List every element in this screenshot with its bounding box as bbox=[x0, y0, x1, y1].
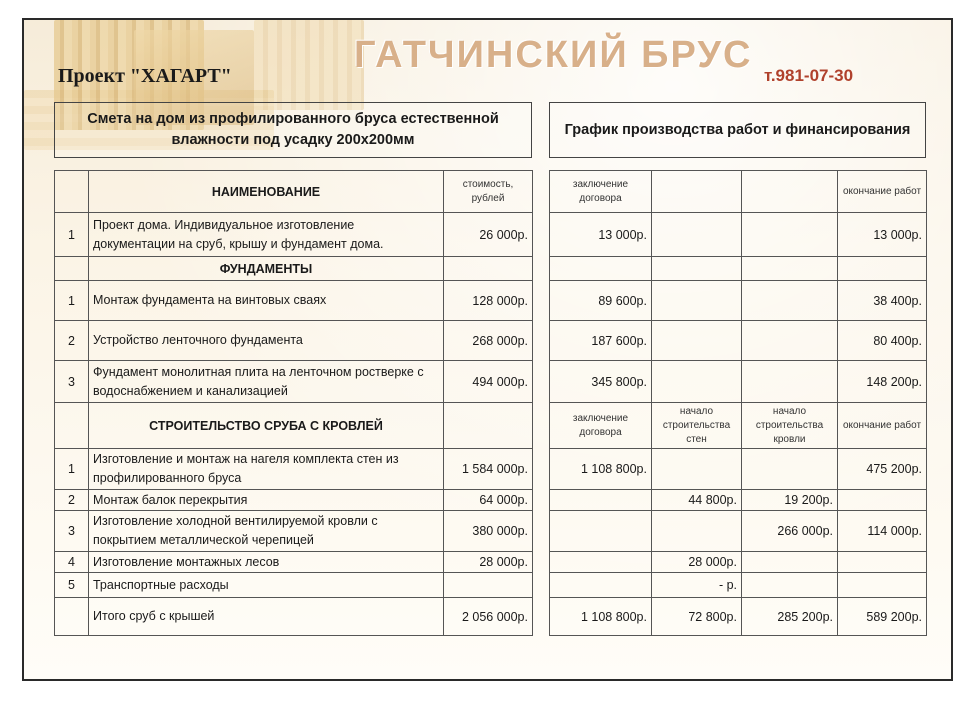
schedule-title: График производства работ и финансирования bbox=[549, 102, 926, 158]
walls-start-header: начало строительства стен bbox=[652, 403, 742, 449]
schedule-table bbox=[549, 170, 927, 636]
row-number: 4 bbox=[55, 552, 89, 573]
item-name: Изготовление монтажных лесов bbox=[89, 552, 444, 573]
completion-payment: 13 000р. bbox=[838, 213, 927, 257]
contract-payment: 89 600р. bbox=[550, 281, 652, 321]
contract-payment: 345 800р. bbox=[550, 361, 652, 403]
completion-payment: 114 000р. bbox=[838, 511, 927, 552]
row-number: 2 bbox=[55, 321, 89, 361]
estimate-row bbox=[55, 511, 533, 552]
contract-payment: 13 000р. bbox=[550, 213, 652, 257]
schedule-row bbox=[550, 213, 927, 257]
walls-start-payment: - р. bbox=[652, 573, 742, 598]
walls-start-payment: 28 000р. bbox=[652, 552, 742, 573]
item-name: Проект дома. Индивидуальное изготовление документации на сруб, крышу и фундамент дома. bbox=[89, 213, 444, 257]
walls-start-payment: 72 800р. bbox=[652, 598, 742, 636]
row-number: 1 bbox=[55, 213, 89, 257]
item-cost bbox=[444, 403, 533, 449]
name-header: НАИМЕНОВАНИЕ bbox=[89, 171, 444, 213]
item-cost: 494 000р. bbox=[444, 361, 533, 403]
item-name: Итого сруб с крышей bbox=[89, 598, 444, 636]
schedule-row bbox=[550, 490, 927, 511]
contract-header: заключение договора bbox=[550, 403, 652, 449]
row-number: 2 bbox=[55, 490, 89, 511]
roof-start-payment: 266 000р. bbox=[742, 511, 838, 552]
completion-payment bbox=[838, 490, 927, 511]
schedule-row bbox=[550, 361, 927, 403]
completion-payment: 148 200р. bbox=[838, 361, 927, 403]
estimate-row bbox=[55, 321, 533, 361]
schedule-header-row bbox=[550, 171, 927, 213]
estimate-row bbox=[55, 449, 533, 490]
estimate-row bbox=[55, 490, 533, 511]
estimate-row bbox=[55, 213, 533, 257]
roof-start-payment bbox=[742, 213, 838, 257]
completion-payment bbox=[838, 257, 927, 281]
row-number bbox=[55, 598, 89, 636]
walls-start-payment bbox=[652, 321, 742, 361]
item-name: Монтаж фундамента на винтовых сваях bbox=[89, 281, 444, 321]
completion-payment: 475 200р. bbox=[838, 449, 927, 490]
section-row bbox=[55, 403, 533, 449]
roof-start-header bbox=[742, 171, 838, 213]
item-cost: 2 056 000р. bbox=[444, 598, 533, 636]
item-cost: 380 000р. bbox=[444, 511, 533, 552]
brand-logo-text: ГАТЧИНСКИЙ БРУС bbox=[354, 34, 753, 76]
item-cost: 128 000р. bbox=[444, 281, 533, 321]
roof-start-payment bbox=[742, 281, 838, 321]
item-cost bbox=[444, 573, 533, 598]
section-title: СТРОИТЕЛЬСТВО СРУБА С КРОВЛЕЙ bbox=[89, 403, 444, 449]
section-row bbox=[55, 257, 533, 281]
estimate-title: Смета на дом из профилированного бруса естественной влажности под усадку 200х200мм bbox=[54, 102, 532, 158]
estimate-sheet bbox=[22, 18, 953, 681]
contract-header: заключение договора bbox=[550, 171, 652, 213]
estimate-row bbox=[55, 281, 533, 321]
completion-payment: 38 400р. bbox=[838, 281, 927, 321]
schedule-row bbox=[550, 321, 927, 361]
completion-payment bbox=[838, 573, 927, 598]
walls-start-payment: 44 800р. bbox=[652, 490, 742, 511]
row-number: 1 bbox=[55, 281, 89, 321]
row-number: 3 bbox=[55, 511, 89, 552]
completion-payment: 80 400р. bbox=[838, 321, 927, 361]
estimate-row bbox=[55, 598, 533, 636]
completion-payment bbox=[838, 552, 927, 573]
item-cost: 268 000р. bbox=[444, 321, 533, 361]
contract-payment: 1 108 800р. bbox=[550, 449, 652, 490]
walls-start-payment bbox=[652, 213, 742, 257]
contract-payment bbox=[550, 257, 652, 281]
item-cost bbox=[444, 257, 533, 281]
item-cost: 1 584 000р. bbox=[444, 449, 533, 490]
walls-start-payment bbox=[652, 361, 742, 403]
schedule-row bbox=[550, 511, 927, 552]
item-cost: 28 000р. bbox=[444, 552, 533, 573]
row-number: 5 bbox=[55, 573, 89, 598]
item-name: Фундамент монолитная плита на ленточном ростверке с водоснабжением и канализацией bbox=[89, 361, 444, 403]
item-name: Монтаж балок перекрытия bbox=[89, 490, 444, 511]
contract-payment bbox=[550, 490, 652, 511]
contract-payment bbox=[550, 552, 652, 573]
completion-payment: 589 200р. bbox=[838, 598, 927, 636]
walls-start-header bbox=[652, 171, 742, 213]
schedule-row bbox=[550, 449, 927, 490]
phone-number: т.981-07-30 bbox=[764, 66, 854, 85]
section-title: ФУНДАМЕНТЫ bbox=[89, 257, 444, 281]
project-title: Проект "ХАГАРТ" bbox=[58, 65, 232, 87]
schedule-row bbox=[550, 403, 927, 449]
contract-payment bbox=[550, 511, 652, 552]
number-header bbox=[55, 171, 89, 213]
cost-header: стоимость, рублей bbox=[444, 171, 533, 213]
roof-start-payment bbox=[742, 257, 838, 281]
contract-payment: 187 600р. bbox=[550, 321, 652, 361]
contract-payment: 1 108 800р. bbox=[550, 598, 652, 636]
roof-start-header: начало строительства кровли bbox=[742, 403, 838, 449]
roof-start-payment bbox=[742, 321, 838, 361]
walls-start-payment bbox=[652, 257, 742, 281]
item-cost: 26 000р. bbox=[444, 213, 533, 257]
roof-start-payment bbox=[742, 573, 838, 598]
item-name: Изготовление холодной вентилируемой кровли с покрытием металлической черепицей bbox=[89, 511, 444, 552]
item-name: Изготовление и монтаж на нагеля комплекта стен из профилированного бруса bbox=[89, 449, 444, 490]
estimate-header-row bbox=[55, 171, 533, 213]
estimate-row bbox=[55, 573, 533, 598]
row-number bbox=[55, 257, 89, 281]
schedule-row bbox=[550, 281, 927, 321]
estimate-table bbox=[54, 170, 533, 636]
row-number: 3 bbox=[55, 361, 89, 403]
row-number: 1 bbox=[55, 449, 89, 490]
completion-header: окончание работ bbox=[838, 171, 927, 213]
schedule-row bbox=[550, 573, 927, 598]
row-number bbox=[55, 403, 89, 449]
schedule-row bbox=[550, 552, 927, 573]
walls-start-payment bbox=[652, 449, 742, 490]
estimate-row bbox=[55, 552, 533, 573]
item-name: Транспортные расходы bbox=[89, 573, 444, 598]
completion-header: окончание работ bbox=[838, 403, 927, 449]
estimate-row bbox=[55, 361, 533, 403]
walls-start-payment bbox=[652, 281, 742, 321]
roof-start-payment bbox=[742, 552, 838, 573]
schedule-row bbox=[550, 257, 927, 281]
item-name: Устройство ленточного фундамента bbox=[89, 321, 444, 361]
contract-payment bbox=[550, 573, 652, 598]
roof-start-payment bbox=[742, 449, 838, 490]
roof-start-payment: 19 200р. bbox=[742, 490, 838, 511]
roof-start-payment bbox=[742, 361, 838, 403]
schedule-row bbox=[550, 598, 927, 636]
timber-decoration bbox=[254, 20, 364, 110]
item-cost: 64 000р. bbox=[444, 490, 533, 511]
walls-start-payment bbox=[652, 511, 742, 552]
roof-start-payment: 285 200р. bbox=[742, 598, 838, 636]
